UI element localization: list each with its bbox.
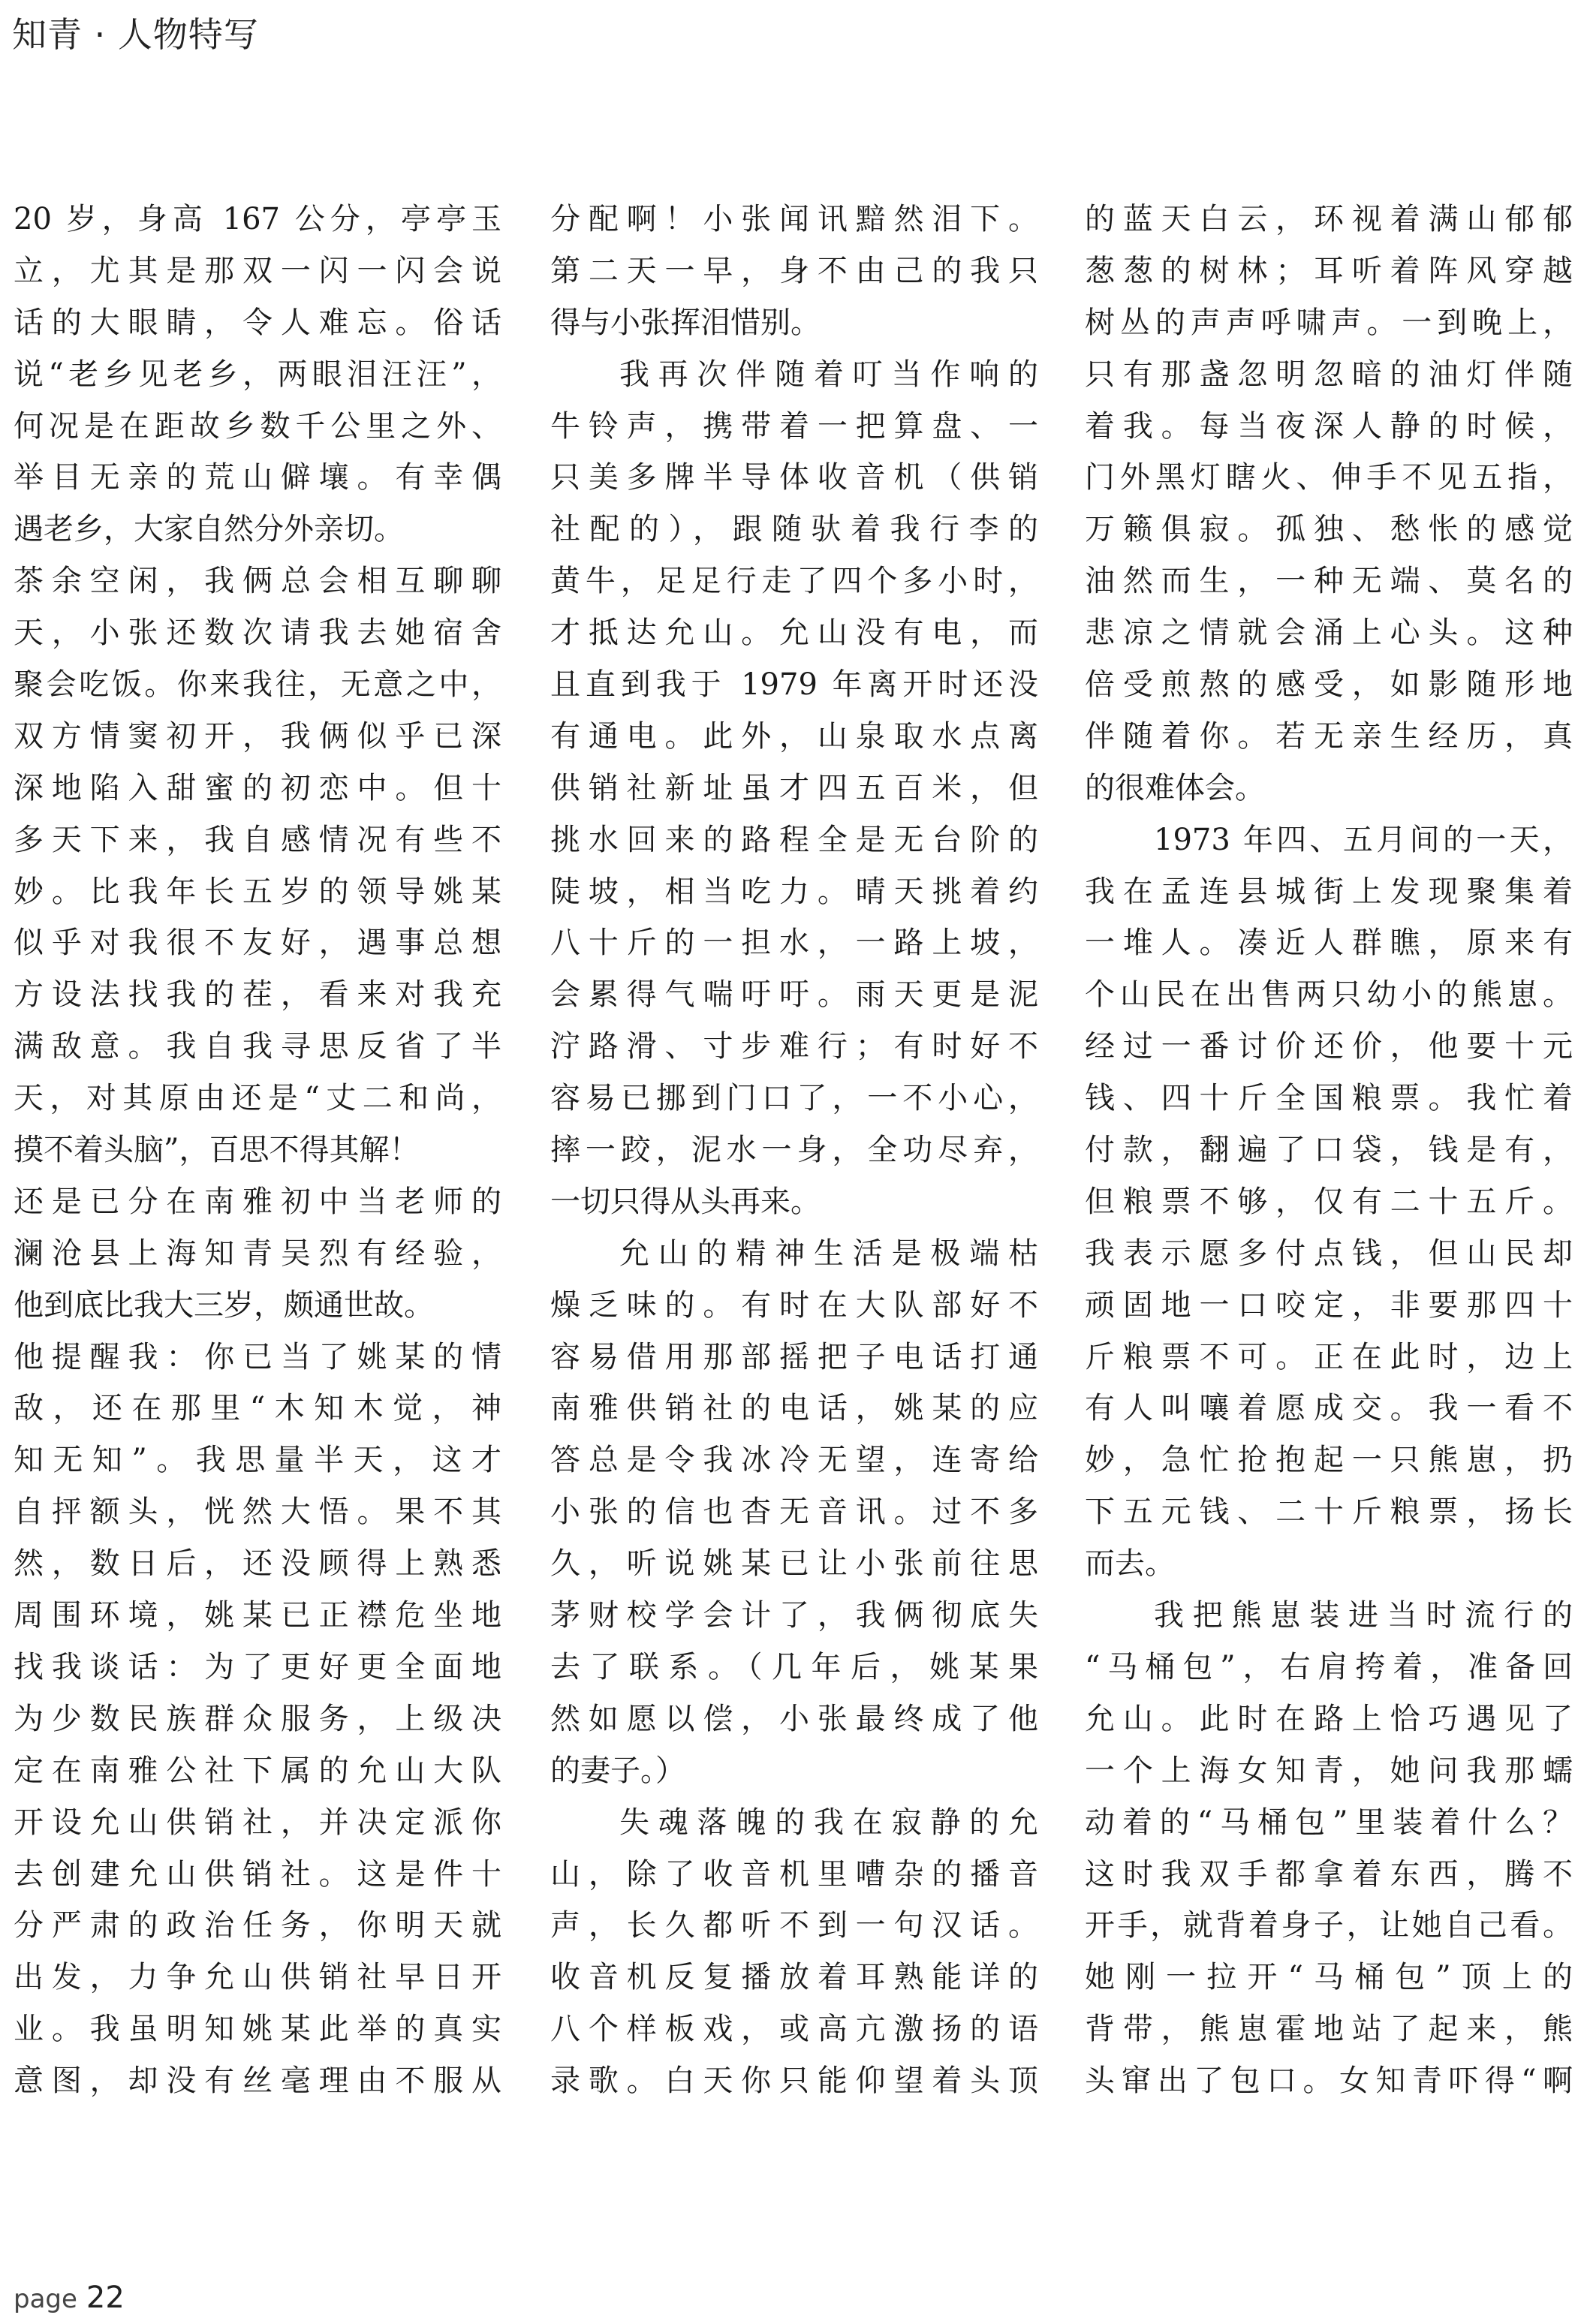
text-line: 万籁俱寂。孤独、愁怅的感觉 xyxy=(1085,512,1573,547)
text-line: 方设法找我的茬，看来对我充 xyxy=(14,977,501,1013)
text-line: 声，长久都听不到一句汉话。 xyxy=(550,1908,1038,1943)
text-line: 周围环境，姚某已正襟危坐地 xyxy=(14,1598,501,1633)
text-line: 允山。此时在路上恰巧遇见了 xyxy=(1085,1701,1573,1736)
text-line: 录歌。白天你只能仰望着头顶 xyxy=(550,2064,1038,2099)
text-line: 的妻子。） xyxy=(550,1753,685,1788)
text-line: 妙。比我年长五岁的领导姚某 xyxy=(14,874,501,909)
text-line: 敌，还在那里“木知木觉，神 xyxy=(14,1391,501,1426)
text-line: 分严肃的政治任务，你明天就 xyxy=(14,1908,501,1943)
text-line: 天，对其原由还是“丈二和尚， xyxy=(14,1081,501,1116)
text-line: 立，尤其是那双一闪一闪会说 xyxy=(14,253,501,288)
text-line: 开手，就背着身子，让她自己看。 xyxy=(1085,1908,1573,1943)
text-line: 1973 年四、五月间的一天， xyxy=(1154,822,1573,857)
text-line: 一切只得从头再来。 xyxy=(550,1184,821,1219)
text-line: 头窜出了包口。女知青吓得“啊 xyxy=(1085,2064,1573,2099)
page-label: page xyxy=(14,2284,77,2314)
page-number: 22 xyxy=(86,2280,125,2315)
text-line: 背带，熊崽霍地站了起来，熊 xyxy=(1085,2012,1573,2047)
text-line: 只有那盏忽明忽暗的油灯伴随 xyxy=(1085,357,1573,392)
text-line: 顽固地一口咬定，非要那四十 xyxy=(1085,1287,1573,1323)
text-line: 双方情窦初开，我俩似乎已深 xyxy=(14,718,501,754)
text-line: 茅财校学会计了，我俩彻底失 xyxy=(550,1598,1038,1633)
text-line: 容易借用那部摇把子电话打通 xyxy=(550,1339,1038,1374)
text-line: 意图，却没有丝毫理由不服从 xyxy=(14,2064,501,2099)
text-line: 供销社新址虽才四五百米，但 xyxy=(550,770,1038,805)
text-line: 且直到我于 1979 年离开时还没 xyxy=(550,667,1038,703)
text-line: 燥乏味的。有时在大队部好不 xyxy=(550,1287,1038,1323)
text-line: 举目无亲的荒山僻壤。有幸偶 xyxy=(14,460,501,495)
text-line: 还是已分在南雅初中当老师的 xyxy=(14,1184,501,1219)
text-line: “马桶包”，右肩挎着，准备回 xyxy=(1085,1649,1573,1684)
text-line: 开设允山供销社，并决定派你 xyxy=(14,1805,501,1840)
article-column-3 xyxy=(1085,194,1573,2107)
text-line: 多天下来，我自感情况有些不 xyxy=(14,822,501,857)
text-line: 付款，翻遍了口袋，钱是有， xyxy=(1085,1133,1573,1168)
text-line: 下五元钱、二十斤粮票，扬长 xyxy=(1085,1495,1573,1530)
text-line: 知无知”。我思量半天，这才 xyxy=(14,1443,501,1478)
text-line: 定在南雅公社下属的允山大队 xyxy=(14,1753,501,1788)
text-line: 摸不着头脑”，百思不得其解！ xyxy=(14,1133,420,1168)
text-line: 自抨额头，恍然大悟。果不其 xyxy=(14,1495,501,1530)
text-line: 个山民在出售两只幼小的熊崽。 xyxy=(1085,977,1573,1013)
text-line: 她刚一拉开“马桶包”顶上的 xyxy=(1085,1960,1573,1995)
text-line: 他提醒我：你已当了姚某的情 xyxy=(14,1339,501,1374)
text-line: 的蓝天白云，环视着满山郁郁 xyxy=(1085,202,1573,236)
text-line: 他到底比我大三岁，颇通世故。 xyxy=(14,1287,434,1323)
text-line: 去了联系。（几年后，姚某果 xyxy=(550,1649,1038,1684)
text-line: 收音机反复播放着耳熟能详的 xyxy=(550,1960,1038,1995)
text-line: 出发，力争允山供销社早日开 xyxy=(14,1960,501,1995)
text-line: 有通电。此外，山泉取水点离 xyxy=(550,718,1038,754)
page-footer xyxy=(14,2280,125,2315)
text-line: 得与小张挥泪惜别。 xyxy=(550,305,821,340)
section-header: 知青 · 人物特写 xyxy=(12,14,259,55)
text-line: 悲凉之情就会涌上心头。这种 xyxy=(1085,616,1573,651)
text-line: 一堆人。凑近人群瞧，原来有 xyxy=(1085,926,1573,961)
text-line: 我在孟连县城街上发现聚集着 xyxy=(1085,874,1573,909)
text-line: 而去。 xyxy=(1085,1546,1175,1582)
text-line: 茶余空闲，我俩总会相互聊聊 xyxy=(14,564,501,599)
text-line: 第二天一早，身不由己的我只 xyxy=(550,253,1038,288)
text-line: 聚会吃饭。你来我往，无意之中， xyxy=(14,667,501,703)
text-line: 着我。每当夜深人静的时候， xyxy=(1085,408,1573,444)
text-line: 会累得气喘吁吁。雨天更是泥 xyxy=(550,977,1038,1013)
text-line: 葱葱的树林；耳听着阵风穿越 xyxy=(1085,253,1573,288)
text-line: 允山的精神生活是极端枯 xyxy=(619,1236,1038,1271)
text-line: 树丛的声声呼啸声。一到晚上， xyxy=(1085,305,1573,340)
text-line: 八个样板戏，或高亢激扬的语 xyxy=(550,2012,1038,2047)
text-line: 容易已挪到门口了，一不小心， xyxy=(550,1081,1038,1116)
text-line: 我表示愿多付点钱，但山民却 xyxy=(1085,1236,1573,1271)
text-line: 摔一跤，泥水一身，全功尽弃， xyxy=(550,1133,1038,1168)
text-line: 深地陷入甜蜜的初恋中。但十 xyxy=(14,770,501,805)
text-line: 牛铃声，携带着一把算盘、一 xyxy=(550,408,1038,444)
text-line: 才抵达允山。允山没有电，而 xyxy=(550,616,1038,651)
text-line: 黄牛，足足行走了四个多小时， xyxy=(550,564,1038,599)
text-line: 伴随着你。若无亲生经历，真 xyxy=(1085,718,1573,754)
text-line: 只美多牌半导体收音机（供销 xyxy=(550,460,1038,495)
text-line: 找我谈话：为了更好更全面地 xyxy=(14,1649,501,1684)
text-line: 然如愿以偿，小张最终成了他 xyxy=(550,1701,1038,1736)
text-line: 经过一番讨价还价，他要十元 xyxy=(1085,1029,1573,1064)
text-line: 社配的），跟随驮着我行李的 xyxy=(550,512,1038,547)
article-column-1 xyxy=(14,194,501,2107)
text-line: 满敌意。我自我寻思反省了半 xyxy=(14,1029,501,1064)
text-line: 我再次伴随着叮当作响的 xyxy=(619,357,1038,392)
text-line: 天，小张还数次请我去她宿舍 xyxy=(14,616,501,651)
text-line: 去创建允山供销社。这是件十 xyxy=(14,1856,501,1892)
text-line: 油然而生，一种无端、莫名的 xyxy=(1085,564,1573,599)
text-line: 妙，急忙抢抱起一只熊崽，扔 xyxy=(1085,1443,1573,1478)
text-line: 挑水回来的路程全是无台阶的 xyxy=(550,822,1038,857)
article-column-2 xyxy=(550,194,1038,2107)
text-line: 答总是令我冰冷无望，连寄给 xyxy=(550,1443,1038,1478)
text-line: 钱、四十斤全国粮票。我忙着 xyxy=(1085,1081,1573,1116)
text-line: 20 岁，身高 167 公分，亭亭玉 xyxy=(14,202,501,236)
text-line: 失魂落魄的我在寂静的允 xyxy=(619,1805,1038,1840)
text-line: 泞路滑、寸步难行；有时好不 xyxy=(550,1029,1038,1064)
text-line: 澜沧县上海知青吴烈有经验， xyxy=(14,1236,501,1271)
text-line: 山，除了收音机里嘈杂的播音 xyxy=(550,1856,1038,1892)
text-line: 倍受煎熬的感受，如影随形地 xyxy=(1085,667,1573,703)
text-line: 话的大眼睛，令人难忘。俗话 xyxy=(14,305,501,340)
text-line: 陡坡，相当吃力。晴天挑着约 xyxy=(550,874,1038,909)
text-line: 为少数民族群众服务，上级决 xyxy=(14,1701,501,1736)
text-line: 似乎对我很不友好，遇事总想 xyxy=(14,926,501,961)
text-line: 业。我虽明知姚某此举的真实 xyxy=(14,2012,501,2047)
text-line: 遇老乡，大家自然分外亲切。 xyxy=(14,512,404,547)
text-line: 一个上海女知青，她问我那蠕 xyxy=(1085,1753,1573,1788)
text-line: 何况是在距故乡数千公里之外、 xyxy=(14,408,501,444)
text-line: 动着的“马桶包”里装着什么？ xyxy=(1085,1805,1573,1840)
text-line: 久，听说姚某已让小张前往思 xyxy=(550,1546,1038,1582)
text-line: 小张的信也杳无音讯。过不多 xyxy=(550,1495,1038,1530)
text-line: 的很难体会。 xyxy=(1085,770,1265,805)
text-line: 门外黑灯瞎火、伸手不见五指， xyxy=(1085,460,1573,495)
text-line: 然，数日后，还没顾得上熟悉 xyxy=(14,1546,501,1582)
text-line: 我把熊崽装进当时流行的 xyxy=(1154,1598,1573,1633)
text-line: 说“老乡见老乡，两眼泪汪汪”， xyxy=(14,357,501,392)
text-line: 南雅供销社的电话，姚某的应 xyxy=(550,1391,1038,1426)
text-line: 这时我双手都拿着东西，腾不 xyxy=(1085,1856,1573,1892)
text-line: 分配啊！小张闻讯黯然泪下。 xyxy=(550,202,1038,236)
text-line: 但粮票不够，仅有二十五斤。 xyxy=(1085,1184,1573,1219)
text-line: 有人叫嚷着愿成交。我一看不 xyxy=(1085,1391,1573,1426)
text-line: 斤粮票不可。正在此时，边上 xyxy=(1085,1339,1573,1374)
text-line: 八十斤的一担水，一路上坡， xyxy=(550,926,1038,961)
